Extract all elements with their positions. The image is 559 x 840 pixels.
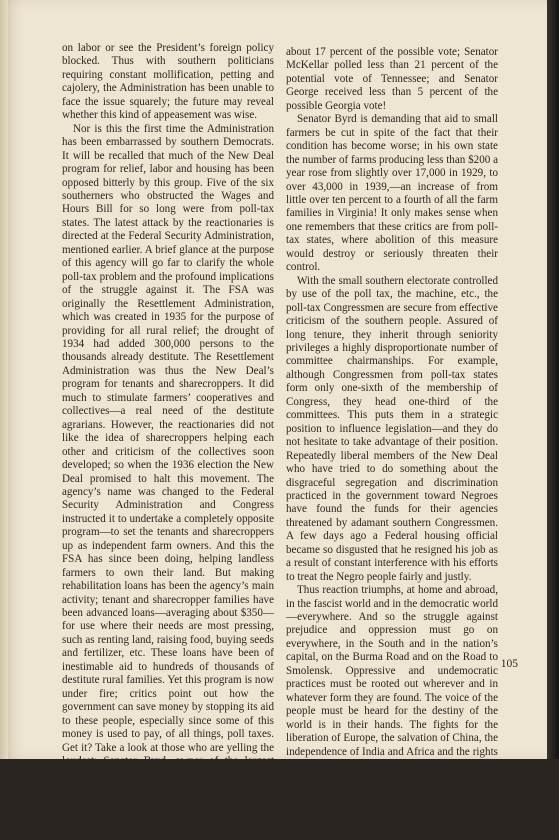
left-text-column [62, 42, 274, 836]
right-paragraph-1: about 17 percent of the possible vote; Senator McKellar polled less than 21 percent of the potential vote of Tennessee; and Senator George received less than 5 percent of the possible Georgia vote! [286, 46, 498, 112]
right-paragraph-4: Thus reaction triumphs, at home and abroad, in the fascist world and in the democratic world—everywhere. And so the struggle against prejudice and oppression must go on everywhere, in the South and in the nation’s capital, on the Burma Road and on the Road to Smolensk. Oppressive and undemocratic practices must be rooted out wherever and in whatever form they are found. The voice of the people must be heard for the destiny of the world is in their hands. The fights for the liberation of Europe, the salvation of China, the independence of India and Africa and the rights of the Negro all have much in common, are cut from essentially the same cloth and with basically the same pattern. The battle is broad and fluid; the struggle for human freedom and the dignity of man is universal and indivisible. And we fight for complete victory. [286, 584, 498, 839]
left-paragraph-2: Nor is this the first time the Administration has been embarrassed by southern Democrats. It will be recalled that much of the New Deal program for relief, labor and housing has been opposed bitterly by this group. Five of the six southerners who obstructed the Wages and Hours Bill for so long were from poll-tax states. The latest attack by the reactionaries is directed at the Federal Security Administration, mentioned earlier. A brief glance at the purpose of this agency will go far to clarify the whole poll-tax problem and the profound implications of the struggle against it. The FSA was originally the Resettlement Administration, which was created in 1935 for the purpose of providing for all rural relief; the drought of 1934 had added 300,000 persons to the thousands already destitute. The Resettlement Administration was thus the New Deal’s program for tenants and sharecroppers. It did much to stimulate farmers’ cooperatives and collectives—a real need of the destitute agrarians. However, the reactionaries did not like the idea of sharecroppers helping each other and criticism of the collectives soon developed; so when the 1936 election the New Deal promised to halt this movement. The agency’s name was changed to the Federal Security Administration and Congress instructed it to undertake a completely opposite program—to set the tenants and sharecroppers up as independent farm owners. And this the FSA has since been doing, helping landless farmers to own their land. But making rehabilitation loans has been the agency’s main activity; tenant and sharecropper families have been advanced loans—averaging about $350—for use where their needs are most pressing, such as renting land, raising food, buying seeds and fertilizer, etc. These loans have been of inestimable aid to hundreds of thousands of destitute rural families. Yet this program is now under fire; critics point out how the government can save money by stopping its aid to these people, especially since some of this money is used to pay, of all things, poll taxes. Get it? Take a look at those who are yelling the loudest: Senator Byrd, owner of the largest apple orchard in the country—5,000 acres, came back to Congress, by virtue of the poll tax, with 21 percent of the potential vote behind him; Senator Glass, his colleague from Virginia, was returned with [62, 122, 274, 835]
book-edge-shadow [547, 0, 559, 759]
left-paragraph-1: on labor or see the President’s foreign policy blocked. Thus with southern politicians requiring constant mollification, petting and cajolery, the Administration has been unable to face the issue squarely; the future may reveal whether this kind of appeasement was wise. [62, 42, 274, 122]
right-text-column [286, 46, 498, 840]
binding-gutter [0, 0, 8, 759]
page-number: 105 [500, 658, 518, 670]
right-paragraph-2: Senator Byrd is demanding that aid to small farmers be cut in spite of the fact that their condition has become worse; in his own state the number of farms producing less than $200 a year rose from slightly over 17,000 in 1929, to over 43,000 in 1939,—an increase of from little over ten percent to a fourth of all the farm families in Virginia! It only makes sense when one remembers that these critics are from poll-tax states, where abolition of this measure would destroy or seriously threaten their control. [286, 113, 498, 274]
right-paragraph-3: With the small southern electorate controlled by use of the poll tax, the machine, etc., the poll-tax Congressmen are secure from effective criticism of the southern people. Assured of long tenure, they inherit through seniority privileges a highly disproportionate number of committee chairmanships. For example, although Congressmen from poll-tax states form only one-sixth of the membership of Congress, they head one-third of the committees. This puts them in a strategic position to influence legislation—and they do not hesitate to take advantage of their position. Repeatedly liberal members of the New Deal who have tried to do something about the disgraceful segregation and discrimination practiced in the government toward Negroes have found the funds for their agencies threatened by adamant southern Congressmen. A few days ago a Federal housing official became so disgusted that he resigned his job as a result of constant interference with his efforts to treat the Negro people fairly and justly. [286, 274, 498, 583]
